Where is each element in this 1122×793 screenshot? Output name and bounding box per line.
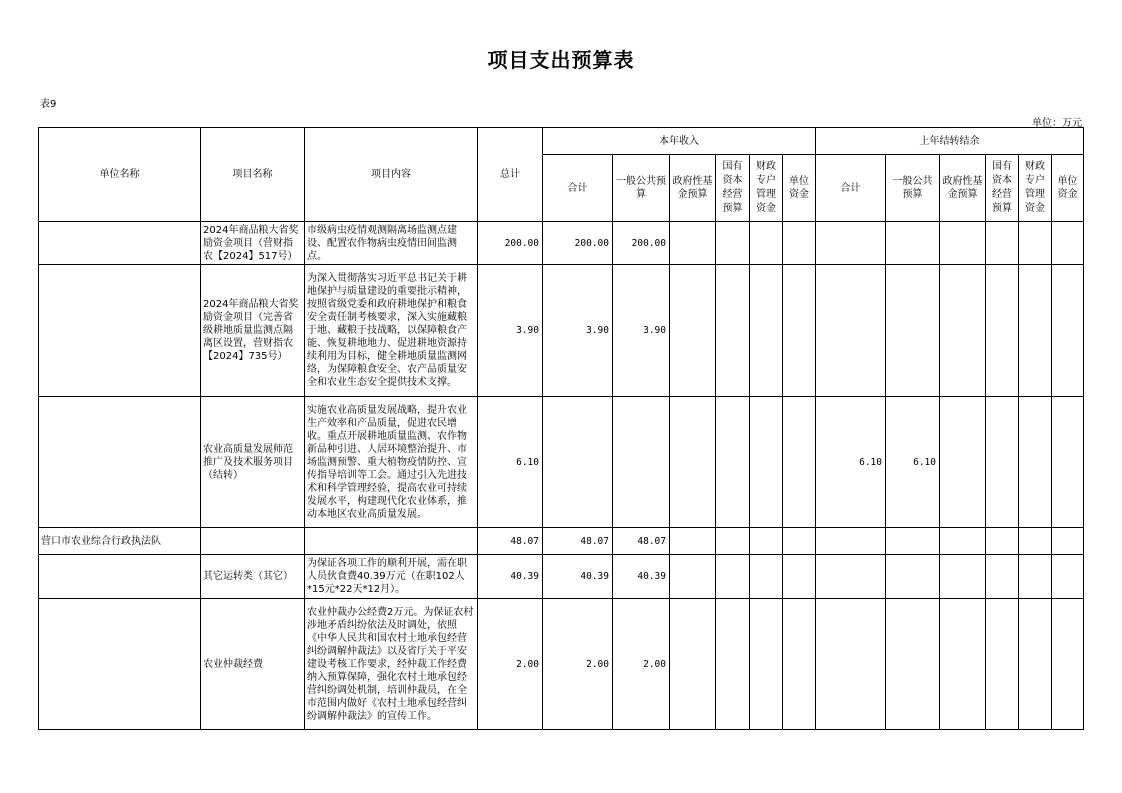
- cell-py-special: [1019, 528, 1052, 555]
- cell-cy-general: 3.90: [613, 265, 670, 397]
- cell-cy-sum: 48.07: [543, 528, 613, 555]
- cell-cy-unit: [783, 397, 816, 528]
- cell-cy-unit: [783, 265, 816, 397]
- cell-project: 2024年商品粮大省奖励资金项目（完善省级耕地质量监测点隔离区设置，营财指农【2024】735号）: [201, 265, 305, 397]
- cell-cy-sum: 3.90: [543, 265, 613, 397]
- header-unit-name: 单位名称: [39, 128, 201, 222]
- cell-cy-sum: 2.00: [543, 599, 613, 730]
- table-row: [39, 265, 1084, 397]
- cell-unit: [39, 222, 201, 265]
- cell-py-special: [1019, 397, 1052, 528]
- cell-cy-general: 48.07: [613, 528, 670, 555]
- cell-total: 3.90: [478, 265, 543, 397]
- cell-total: 2.00: [478, 599, 543, 730]
- cell-content: 农业仲裁办公经费2万元。为保证农村涉地矛盾纠纷依法及时调处，依照《中华人民共和国农村土地承包经营纠纷调解仲裁法》以及省厅关于平安建设考核工作要求，经仲裁工作经费纳入预算保障，强化农村土地承包经营纠纷调处机制，培训仲裁员，在全市范围内做好《农村土地承包经营纠纷调解仲裁法》的宣传工作。: [305, 599, 478, 730]
- cell-unit: [39, 599, 201, 730]
- cell-py-state: [986, 222, 1019, 265]
- cell-py-sum: [816, 555, 886, 599]
- header-cy-special: 财政专户管理资金: [750, 155, 783, 222]
- cell-cy-gov: [670, 528, 716, 555]
- cell-cy-state: [716, 397, 750, 528]
- cell-content: 实施农业高质量发展战略，提升农业生产效率和产品质量，促进农民增收。重点开展耕地质量监测、农作物新品种引进、人居环境整治提升、市场监测预警、重大植物疫情防控、宣传指导培训等工会。通过引入先进技术和科学管理经验，提高农业可持续发展水平，构建现代化农业体系，推动本地区农业高质量发展。: [305, 397, 478, 528]
- page-title: 项目支出预算表: [487, 48, 635, 72]
- header-project-name: 项目名称: [201, 128, 305, 222]
- cell-content: [305, 528, 478, 555]
- cell-total: 40.39: [478, 555, 543, 599]
- cell-cy-general: 200.00: [613, 222, 670, 265]
- table-row: [39, 397, 1084, 528]
- cell-cy-gov: [670, 265, 716, 397]
- unit-label: 单位：万元: [1032, 118, 1082, 129]
- cell-py-unit: [1052, 528, 1084, 555]
- cell-total: 200.00: [478, 222, 543, 265]
- cell-py-special: [1019, 555, 1052, 599]
- cell-py-gov: [940, 222, 986, 265]
- cell-content: 为保证各项工作的顺利开展，需在职人员伙食费40.39万元（在职102人*15元*22天*12月）。: [305, 555, 478, 599]
- budget-table: [38, 127, 1084, 730]
- cell-py-state: [986, 599, 1019, 730]
- cell-py-unit: [1052, 555, 1084, 599]
- cell-cy-state: [716, 599, 750, 730]
- cell-py-sum: [816, 599, 886, 730]
- cell-py-gov: [940, 555, 986, 599]
- cell-cy-sum: 40.39: [543, 555, 613, 599]
- cell-content: 市级病虫疫情观测隔离场监测点建设、配置农作物病虫疫情田间监测点。: [305, 222, 478, 265]
- table-row: [39, 599, 1084, 730]
- cell-cy-state: [716, 528, 750, 555]
- cell-cy-gov: [670, 397, 716, 528]
- cell-project: [201, 528, 305, 555]
- cell-cy-unit: [783, 222, 816, 265]
- cell-py-unit: [1052, 599, 1084, 730]
- cell-unit: [39, 397, 201, 528]
- table-row: [39, 222, 1084, 265]
- cell-py-general: [886, 555, 940, 599]
- cell-py-special: [1019, 599, 1052, 730]
- cell-total: 6.10: [478, 397, 543, 528]
- cell-cy-state: [716, 555, 750, 599]
- cell-cy-state: [716, 222, 750, 265]
- header-py-unit-fund: 单位资金: [1052, 155, 1084, 222]
- cell-py-general: [886, 222, 940, 265]
- header-cy-general: 一般公共预算: [613, 155, 670, 222]
- header-py-general: 一般公共预算: [886, 155, 940, 222]
- cell-py-special: [1019, 222, 1052, 265]
- cell-project: 农业仲裁经费: [201, 599, 305, 730]
- cell-py-general: 6.10: [886, 397, 940, 528]
- header-py-state-capital: 国有资本经营预算: [986, 155, 1019, 222]
- cell-py-state: [986, 555, 1019, 599]
- header-py-special: 财政专户管理资金: [1019, 155, 1052, 222]
- cell-py-general: [886, 599, 940, 730]
- header-cy-state-capital: 国有资本经营预算: [716, 155, 750, 222]
- cell-py-unit: [1052, 397, 1084, 528]
- cell-total: 48.07: [478, 528, 543, 555]
- cell-py-unit: [1052, 222, 1084, 265]
- cell-cy-gov: [670, 599, 716, 730]
- cell-cy-special: [750, 599, 783, 730]
- cell-py-special: [1019, 265, 1052, 397]
- cell-py-gov: [940, 599, 986, 730]
- table-number: 表9: [40, 99, 57, 110]
- cell-cy-special: [750, 528, 783, 555]
- header-cy-sum: 合计: [543, 155, 613, 222]
- cell-cy-sum: 200.00: [543, 222, 613, 265]
- cell-py-unit: [1052, 265, 1084, 397]
- cell-unit: 营口市农业综合行政执法队: [39, 528, 201, 555]
- cell-cy-special: [750, 397, 783, 528]
- cell-project: 2024年商品粮大省奖励资金项目（营财指农【2024】517号）: [201, 222, 305, 265]
- cell-cy-state: [716, 265, 750, 397]
- cell-cy-general: [613, 397, 670, 528]
- header-project-content: 项目内容: [305, 128, 478, 222]
- header-prior-year: 上年结转结余: [816, 128, 1084, 155]
- cell-py-state: [986, 397, 1019, 528]
- cell-cy-general: 2.00: [613, 599, 670, 730]
- cell-py-sum: [816, 265, 886, 397]
- cell-py-state: [986, 265, 1019, 397]
- header-cy-unit-fund: 单位资金: [783, 155, 816, 222]
- cell-cy-gov: [670, 555, 716, 599]
- cell-unit: [39, 265, 201, 397]
- cell-py-sum: [816, 222, 886, 265]
- cell-py-sum: 6.10: [816, 397, 886, 528]
- cell-py-general: [886, 265, 940, 397]
- table-row: [39, 528, 1084, 555]
- cell-py-state: [986, 528, 1019, 555]
- cell-py-general: [886, 528, 940, 555]
- table-row: [39, 555, 1084, 599]
- cell-cy-unit: [783, 555, 816, 599]
- cell-project: 其它运转类（其它）: [201, 555, 305, 599]
- header-cy-gov-fund: 政府性基金预算: [670, 155, 716, 222]
- cell-cy-sum: [543, 397, 613, 528]
- cell-cy-unit: [783, 599, 816, 730]
- cell-project: 农业高质量发展师范推广及技术服务项目（结转）: [201, 397, 305, 528]
- cell-py-gov: [940, 265, 986, 397]
- header-py-sum: 合计: [816, 155, 886, 222]
- cell-py-gov: [940, 528, 986, 555]
- cell-py-gov: [940, 397, 986, 528]
- cell-cy-gov: [670, 222, 716, 265]
- cell-cy-special: [750, 265, 783, 397]
- cell-content: 为深入贯彻落实习近平总书记关于耕地保护与质量建设的重要批示精神，按照省级党委和政府耕地保护和粮食安全责任制考核要求，深入实施藏粮于地、藏粮于技战略，以保障粮食产能、恢复耕地地力、促进耕地资源持续利用为目标，健全耕地质量监测网络，为保障粮食安全、农产品质量安全和农业生态安全提供技术支撑。: [305, 265, 478, 397]
- cell-cy-general: 40.39: [613, 555, 670, 599]
- header-current-year: 本年收入: [543, 128, 816, 155]
- cell-unit: [39, 555, 201, 599]
- cell-cy-special: [750, 555, 783, 599]
- cell-cy-special: [750, 222, 783, 265]
- cell-cy-unit: [783, 528, 816, 555]
- header-total: 总计: [478, 128, 543, 222]
- cell-py-sum: [816, 528, 886, 555]
- header-py-gov-fund: 政府性基金预算: [940, 155, 986, 222]
